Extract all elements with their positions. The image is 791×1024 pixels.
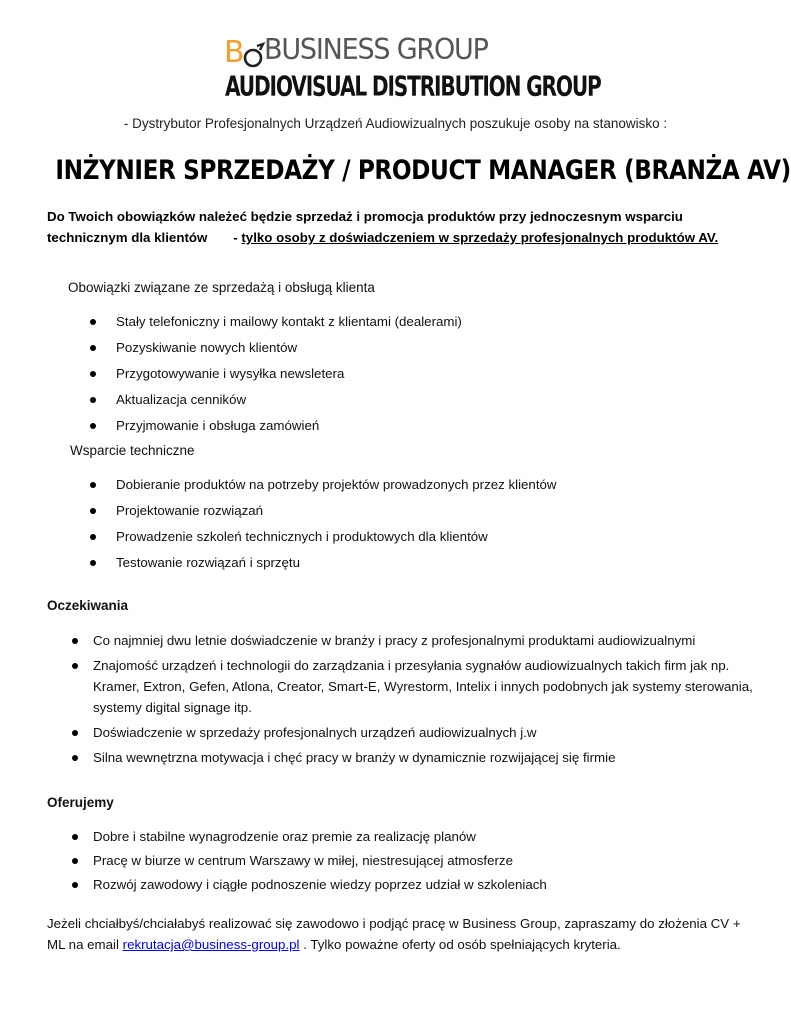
- intro-text: Do Twoich obowiązków należeć będzie sprzedaż i promocja produktów przy jednoczesnym wsparciu technicznym dla klientów: [47, 209, 683, 245]
- sales-list: [116, 311, 736, 441]
- bullet-icon: [90, 423, 96, 429]
- bullet-icon: [72, 638, 78, 644]
- bullet-icon: [72, 882, 78, 888]
- list-item: Prowadzenie szkoleń technicznych i produktowych dla klientów: [116, 526, 736, 552]
- list-item: Pozyskiwanie nowych klientów: [116, 337, 736, 363]
- closing-text-after: . Tylko poważne oferty od osób spełniających kryteria.: [303, 937, 621, 952]
- closing-paragraph: [47, 913, 752, 955]
- intro-paragraph: [47, 206, 752, 248]
- tech-heading: Wsparcie techniczne: [70, 443, 195, 458]
- bullet-icon: [90, 508, 96, 514]
- list-item: Przyjmowanie i obsługa zamówień: [116, 415, 736, 441]
- list-item: Co najmniej dwu letnie doświadczenie w branży i pracy z profesjonalnymi produktami audiowizualnymi: [93, 630, 773, 651]
- bullet-icon: [90, 345, 96, 351]
- bullet-icon: [72, 858, 78, 864]
- list-item: Doświadczenie w sprzedaży profesjonalnych urządzeń audiowizualnych j.w: [93, 722, 773, 743]
- closing-text: Jeżeli chciałbyś/chciałabyś realizować się zawodowo i podjąć pracę w Business Group, zapraszamy do złożenia CV + ML na email: [47, 916, 741, 952]
- bullet-icon: [72, 663, 78, 669]
- list-item: Silna wewnętrzna motywacja i chęć pracy w branży w dynamicznie rozwijającej się firmie: [93, 747, 773, 768]
- bullet-icon: [90, 482, 96, 488]
- list-item: Stały telefoniczny i mailowy kontakt z klientami (dealerami): [116, 311, 736, 337]
- list-item: Dobre i stabilne wynagrodzenie oraz premie za realizację planów: [93, 826, 753, 850]
- bullet-icon: [90, 560, 96, 566]
- bullet-icon: [72, 730, 78, 736]
- svg-text:B: B: [224, 35, 245, 70]
- list-item: Aktualizacja cenników: [116, 389, 736, 415]
- email-link[interactable]: rekrutacja@business-group.pl: [122, 937, 300, 952]
- job-title: INŻYNIER SPRZEDAŻY / PRODUCT MANAGER (BRANŻA AV): [55, 155, 791, 186]
- list-item: Testowanie rozwiązań i sprzętu: [116, 552, 736, 578]
- offer-heading: Oferujemy: [47, 795, 114, 810]
- expectations-heading: Oczekiwania: [47, 598, 129, 613]
- bullet-icon: [90, 371, 96, 377]
- bullet-icon: [90, 534, 96, 540]
- list-item: Znajomość urządzeń i technologii do zarządzania i przesyłania sygnałów audiowizualnych takich firm jak np. Kramer, Extron, Gefen, Atlona, Creator, Smart-E, Wyrestorm, Intelix i innych podobnych jak systemy sterowania, systemy digital signage itp.: [93, 655, 773, 718]
- bullet-icon: [90, 397, 96, 403]
- logo-business-group-text: BUSINESS GROUP: [264, 34, 488, 67]
- intro-dash: -: [233, 230, 238, 245]
- offer-list: [93, 826, 753, 898]
- sales-heading: Obowiązki związane ze sprzedażą i obsługą klienta: [68, 280, 375, 295]
- logo-audiovisual-text: AUDIOVISUAL DISTRIBUTION GROUP: [225, 70, 601, 103]
- list-item: Rozwój zawodowy i ciągłe podnoszenie wiedzy poprzez udział w szkoleniach: [93, 874, 753, 898]
- list-item: Przygotowywanie i wysyłka newsletera: [116, 363, 736, 389]
- bullet-icon: [72, 755, 78, 761]
- list-item: Dobieranie produktów na potrzeby projektów prowadzonych przez klientów: [116, 474, 736, 500]
- expectations-list: [93, 630, 773, 772]
- subtitle: - Dystrybutor Profesjonalnych Urządzeń Audiowizualnych poszukuje osoby na stanowisko :: [123, 116, 668, 131]
- company-logo: [224, 34, 601, 103]
- list-item: Projektowanie rozwiązań: [116, 500, 736, 526]
- list-item: Pracę w biurze w centrum Warszawy w miłej, niestresującej atmosferze: [93, 850, 753, 874]
- bullet-icon: [72, 834, 78, 840]
- intro-requirement: tylko osoby z doświadczeniem w sprzedaży profesjonalnych produktów AV.: [241, 230, 719, 245]
- bullet-icon: [90, 319, 96, 325]
- business-group-logo-icon: [224, 34, 266, 70]
- tech-list: [116, 474, 736, 578]
